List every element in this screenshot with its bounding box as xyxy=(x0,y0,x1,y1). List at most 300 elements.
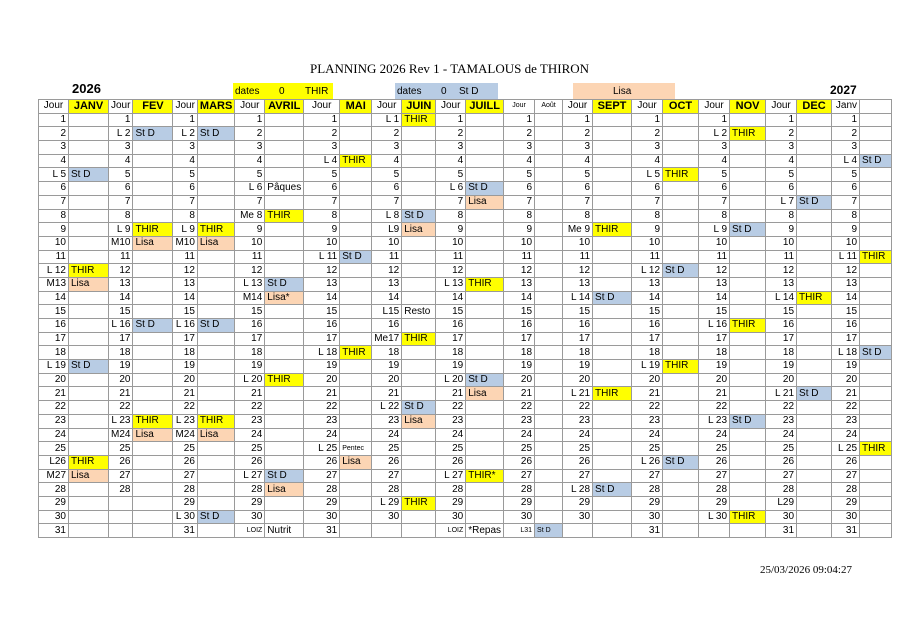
day-cell: L 21 xyxy=(563,387,593,401)
day-cell: 3 xyxy=(632,141,663,155)
event-cell: St D xyxy=(730,414,766,428)
day-cell: 14 xyxy=(173,291,197,305)
event-cell: St D xyxy=(593,291,632,305)
event-cell xyxy=(402,168,436,182)
event-cell xyxy=(663,236,699,250)
day-cell: L 23 xyxy=(109,414,133,428)
day-cell: L 16 xyxy=(173,319,197,333)
day-cell: 10 xyxy=(504,236,535,250)
day-cell: L 14 xyxy=(563,291,593,305)
day-cell: 17 xyxy=(699,332,730,346)
event-cell xyxy=(133,154,173,168)
event-cell xyxy=(402,141,436,155)
day-cell: 18 xyxy=(39,346,69,360)
event-cell: St D xyxy=(593,483,632,497)
day-cell: 27 xyxy=(563,469,593,483)
event-cell xyxy=(402,154,436,168)
event-cell xyxy=(797,401,832,415)
day-header: Jour xyxy=(699,100,730,114)
event-cell xyxy=(730,483,766,497)
day-cell xyxy=(372,524,402,538)
day-cell: 24 xyxy=(699,428,730,442)
event-cell xyxy=(860,455,892,469)
day-cell: 11 xyxy=(39,250,69,264)
day-cell: 17 xyxy=(235,332,265,346)
month-header: JANV xyxy=(69,100,109,114)
day-cell: 23 xyxy=(304,414,340,428)
event-cell xyxy=(340,414,372,428)
event-cell: THIR xyxy=(466,277,504,291)
event-cell xyxy=(340,428,372,442)
event-cell xyxy=(133,264,173,278)
event-cell xyxy=(860,127,892,141)
event-cell xyxy=(730,442,766,456)
day-cell: 17 xyxy=(39,332,69,346)
event-cell xyxy=(730,195,766,209)
legend-lisa xyxy=(573,83,675,100)
event-cell xyxy=(340,236,372,250)
day-cell: 8 xyxy=(832,209,860,223)
day-cell: 29 xyxy=(235,496,265,510)
event-cell xyxy=(466,154,504,168)
day-cell: 23 xyxy=(504,414,535,428)
event-cell xyxy=(860,524,892,538)
event-cell xyxy=(402,483,436,497)
event-cell xyxy=(402,346,436,360)
day-cell: 17 xyxy=(563,332,593,346)
day-cell: 12 xyxy=(504,264,535,278)
day-cell: 21 xyxy=(699,387,730,401)
event-cell xyxy=(797,127,832,141)
day-cell: 8 xyxy=(304,209,340,223)
day-cell: 16 xyxy=(235,319,265,333)
day-cell: L 27 xyxy=(436,469,466,483)
day-cell: 11 xyxy=(372,250,402,264)
day-cell: 22 xyxy=(563,401,593,415)
day-cell: 28 xyxy=(766,483,797,497)
day-cell: L 18 xyxy=(832,346,860,360)
day-cell: 3 xyxy=(109,141,133,155)
event-cell xyxy=(197,346,234,360)
day-cell: 22 xyxy=(632,401,663,415)
day-cell: 4 xyxy=(699,154,730,168)
day-cell: 3 xyxy=(504,141,535,155)
day-cell: L 2 xyxy=(109,127,133,141)
event-cell xyxy=(466,319,504,333)
event-cell xyxy=(69,319,109,333)
day-cell: 3 xyxy=(563,141,593,155)
day-cell: 20 xyxy=(563,373,593,387)
event-cell xyxy=(402,264,436,278)
event-cell xyxy=(535,469,563,483)
day-cell: 22 xyxy=(109,401,133,415)
page-title: PLANNING 2026 Rev 1 - TAMALOUS de THIRON xyxy=(309,61,590,76)
day-cell: 12 xyxy=(436,264,466,278)
event-cell xyxy=(340,496,372,510)
event-cell xyxy=(466,209,504,223)
day-cell: 30 xyxy=(372,510,402,524)
event-cell xyxy=(663,428,699,442)
day-cell: 8 xyxy=(766,209,797,223)
day-cell: 25 xyxy=(563,442,593,456)
day-cell: 29 xyxy=(563,496,593,510)
event-cell xyxy=(133,277,173,291)
month-header: Août xyxy=(535,100,563,114)
day-cell: 14 xyxy=(504,291,535,305)
header-row xyxy=(39,100,892,114)
day-cell: 12 xyxy=(372,264,402,278)
day-cell: L 16 xyxy=(109,319,133,333)
event-cell xyxy=(593,182,632,196)
event-cell xyxy=(340,524,372,538)
event-cell: St D xyxy=(340,250,372,264)
event-cell xyxy=(340,332,372,346)
event-cell xyxy=(797,510,832,524)
event-cell xyxy=(466,496,504,510)
day-cell: 9 xyxy=(766,223,797,237)
day-cell: 9 xyxy=(504,223,535,237)
day-cell: 15 xyxy=(304,305,340,319)
event-cell xyxy=(133,250,173,264)
day-cell: 19 xyxy=(235,360,265,374)
day-cell: 4 xyxy=(109,154,133,168)
day-cell: 6 xyxy=(699,182,730,196)
day-cell: L 9 xyxy=(109,223,133,237)
event-cell xyxy=(535,332,563,346)
event-cell xyxy=(730,277,766,291)
day-cell: L 11 xyxy=(304,250,340,264)
day-cell: 4 xyxy=(39,154,69,168)
event-cell xyxy=(340,209,372,223)
day-cell: M13 xyxy=(39,277,69,291)
day-cell: 28 xyxy=(632,483,663,497)
day-cell: 18 xyxy=(436,346,466,360)
event-cell xyxy=(860,510,892,524)
day-cell: 19 xyxy=(173,360,197,374)
event-cell xyxy=(69,127,109,141)
event-cell xyxy=(466,332,504,346)
event-cell: THIR xyxy=(730,319,766,333)
day-cell: 7 xyxy=(699,195,730,209)
event-cell xyxy=(197,291,234,305)
event-cell xyxy=(535,291,563,305)
event-cell xyxy=(797,455,832,469)
event-cell xyxy=(535,483,563,497)
event-cell: St D xyxy=(133,319,173,333)
day-cell: 14 xyxy=(39,291,69,305)
day-cell: 26 xyxy=(436,455,466,469)
event-cell xyxy=(593,524,632,538)
event-cell xyxy=(663,195,699,209)
day-cell: 6 xyxy=(632,182,663,196)
event-cell xyxy=(340,483,372,497)
event-cell: THIR xyxy=(663,168,699,182)
day-cell: 3 xyxy=(832,141,860,155)
day-cell: 10 xyxy=(304,236,340,250)
event-cell xyxy=(860,264,892,278)
day-cell: L 28 xyxy=(563,483,593,497)
day-cell: 23 xyxy=(766,414,797,428)
day-cell: 16 xyxy=(504,319,535,333)
legend-label: dates xyxy=(397,86,422,97)
event-cell xyxy=(535,209,563,223)
day-cell: 10 xyxy=(235,236,265,250)
day-cell: L 27 xyxy=(235,469,265,483)
event-cell xyxy=(197,442,234,456)
event-cell xyxy=(860,373,892,387)
event-cell xyxy=(535,414,563,428)
day-cell: L 9 xyxy=(173,223,197,237)
event-cell xyxy=(593,469,632,483)
event-cell: St D xyxy=(197,319,234,333)
event-cell xyxy=(133,168,173,182)
event-cell xyxy=(730,141,766,155)
event-cell: Lisa xyxy=(69,277,109,291)
day-cell: 29 xyxy=(436,496,466,510)
event-cell xyxy=(663,524,699,538)
event-cell xyxy=(133,209,173,223)
event-cell xyxy=(402,319,436,333)
day-cell: 8 xyxy=(173,209,197,223)
event-cell xyxy=(797,469,832,483)
event-cell xyxy=(133,195,173,209)
day-cell: 29 xyxy=(504,496,535,510)
day-cell: 30 xyxy=(832,510,860,524)
day-cell: 19 xyxy=(304,360,340,374)
event-cell xyxy=(535,373,563,387)
event-cell xyxy=(340,277,372,291)
day-cell: 21 xyxy=(632,387,663,401)
day-cell: L 13 xyxy=(436,277,466,291)
event-cell xyxy=(265,401,304,415)
day-cell: 15 xyxy=(563,305,593,319)
event-cell xyxy=(265,319,304,333)
day-cell: 10 xyxy=(563,236,593,250)
day-cell: Me 8 xyxy=(235,209,265,223)
day-cell: 18 xyxy=(563,346,593,360)
event-cell: St D xyxy=(663,264,699,278)
day-cell: 30 xyxy=(766,510,797,524)
day-cell: 2 xyxy=(766,127,797,141)
day-cell: 2 xyxy=(304,127,340,141)
event-cell xyxy=(402,469,436,483)
day-cell: 31 xyxy=(766,524,797,538)
day-cell: 15 xyxy=(235,305,265,319)
day-cell: 17 xyxy=(504,332,535,346)
event-cell xyxy=(860,209,892,223)
day-row xyxy=(39,305,892,319)
day-cell: 31 xyxy=(632,524,663,538)
day-cell: 23 xyxy=(39,414,69,428)
day-cell: 7 xyxy=(304,195,340,209)
event-cell: Lisa xyxy=(402,223,436,237)
event-cell xyxy=(402,373,436,387)
event-cell xyxy=(860,236,892,250)
day-cell: 23 xyxy=(372,414,402,428)
day-cell: 22 xyxy=(699,401,730,415)
day-cell: 31 xyxy=(304,524,340,538)
day-cell: L 5 xyxy=(632,168,663,182)
event-cell xyxy=(663,401,699,415)
day-cell: 2 xyxy=(504,127,535,141)
day-cell: 2 xyxy=(563,127,593,141)
day-cell: 17 xyxy=(436,332,466,346)
event-cell xyxy=(265,250,304,264)
event-cell: St D xyxy=(730,223,766,237)
day-cell: L 20 xyxy=(235,373,265,387)
day-cell: M10 xyxy=(109,236,133,250)
event-cell xyxy=(860,319,892,333)
month-header: OCT xyxy=(663,100,699,114)
day-cell: 14 xyxy=(699,291,730,305)
day-cell: 26 xyxy=(504,455,535,469)
day-cell: L26 xyxy=(39,455,69,469)
day-cell: 12 xyxy=(766,264,797,278)
event-cell xyxy=(663,277,699,291)
day-header: Jour xyxy=(563,100,593,114)
event-cell xyxy=(197,387,234,401)
event-cell xyxy=(466,264,504,278)
event-cell xyxy=(69,141,109,155)
event-cell xyxy=(663,496,699,510)
day-cell: 16 xyxy=(372,319,402,333)
day-cell: 11 xyxy=(436,250,466,264)
day-cell: 31 xyxy=(832,524,860,538)
day-cell: 25 xyxy=(173,442,197,456)
day-cell: 28 xyxy=(173,483,197,497)
event-cell xyxy=(133,332,173,346)
event-cell xyxy=(340,127,372,141)
day-cell: 17 xyxy=(173,332,197,346)
event-cell xyxy=(535,360,563,374)
event-cell xyxy=(265,223,304,237)
month-header xyxy=(860,100,892,114)
event-cell xyxy=(663,414,699,428)
event-cell: Lisa xyxy=(133,236,173,250)
event-cell xyxy=(860,291,892,305)
event-cell xyxy=(466,442,504,456)
day-cell: 13 xyxy=(372,277,402,291)
event-cell xyxy=(730,291,766,305)
day-cell: 26 xyxy=(766,455,797,469)
day-cell: 4 xyxy=(504,154,535,168)
day-cell: 29 xyxy=(832,496,860,510)
event-cell: St D xyxy=(797,387,832,401)
day-cell: 5 xyxy=(372,168,402,182)
day-cell: 1 xyxy=(109,113,133,127)
event-cell xyxy=(133,141,173,155)
event-cell xyxy=(860,332,892,346)
day-cell: 24 xyxy=(563,428,593,442)
day-cell: 25 xyxy=(632,442,663,456)
event-cell: St D xyxy=(663,455,699,469)
month-header: NOV xyxy=(730,100,766,114)
day-cell: 11 xyxy=(504,250,535,264)
day-cell: 28 xyxy=(372,483,402,497)
day-cell: 27 xyxy=(632,469,663,483)
day-row xyxy=(39,319,892,333)
day-cell: 2 xyxy=(832,127,860,141)
event-cell: Lisa xyxy=(466,387,504,401)
legend-value: 0 xyxy=(279,86,285,97)
day-cell: 11 xyxy=(235,250,265,264)
day-cell: 1 xyxy=(39,113,69,127)
day-cell: 18 xyxy=(699,346,730,360)
day-cell: 3 xyxy=(235,141,265,155)
day-cell: 25 xyxy=(699,442,730,456)
event-cell xyxy=(265,510,304,524)
day-cell: 1 xyxy=(436,113,466,127)
event-cell xyxy=(466,223,504,237)
event-cell xyxy=(860,496,892,510)
day-cell: L 22 xyxy=(372,401,402,415)
event-cell: Lisa xyxy=(197,236,234,250)
event-cell xyxy=(663,469,699,483)
event-cell xyxy=(197,113,234,127)
event-cell: St D xyxy=(197,127,234,141)
event-cell xyxy=(133,510,173,524)
day-cell: 2 xyxy=(436,127,466,141)
event-cell: THIR xyxy=(402,332,436,346)
event-cell xyxy=(593,113,632,127)
legend-label: dates xyxy=(235,86,260,97)
event-cell: THIR xyxy=(69,264,109,278)
day-row xyxy=(39,209,892,223)
event-cell xyxy=(730,373,766,387)
event-cell xyxy=(265,346,304,360)
day-row xyxy=(39,141,892,155)
day-cell: 27 xyxy=(766,469,797,483)
event-cell xyxy=(466,127,504,141)
day-cell: 21 xyxy=(372,387,402,401)
event-cell xyxy=(402,360,436,374)
day-cell: 15 xyxy=(173,305,197,319)
day-cell: 10 xyxy=(39,236,69,250)
day-row xyxy=(39,442,892,456)
day-cell: L 19 xyxy=(632,360,663,374)
day-cell: 23 xyxy=(632,414,663,428)
event-cell xyxy=(466,291,504,305)
day-cell: L 20 xyxy=(436,373,466,387)
event-cell xyxy=(663,305,699,319)
day-cell: 15 xyxy=(436,305,466,319)
event-cell xyxy=(340,469,372,483)
day-cell: L 7 xyxy=(766,195,797,209)
event-cell xyxy=(860,401,892,415)
event-cell: THIR xyxy=(265,209,304,223)
day-row xyxy=(39,401,892,415)
day-cell: L 1 xyxy=(372,113,402,127)
day-cell: M27 xyxy=(39,469,69,483)
day-cell: 25 xyxy=(39,442,69,456)
event-cell xyxy=(402,510,436,524)
day-cell: 24 xyxy=(39,428,69,442)
day-header: Jour xyxy=(436,100,466,114)
event-cell xyxy=(69,236,109,250)
day-cell: 15 xyxy=(632,305,663,319)
day-cell: 21 xyxy=(109,387,133,401)
day-cell: 17 xyxy=(766,332,797,346)
event-cell: THIR xyxy=(797,291,832,305)
day-cell: 7 xyxy=(109,195,133,209)
event-cell xyxy=(730,469,766,483)
event-cell xyxy=(402,195,436,209)
day-cell: 16 xyxy=(304,319,340,333)
event-cell xyxy=(69,414,109,428)
event-cell: Lisa* xyxy=(265,291,304,305)
event-cell: St D xyxy=(797,195,832,209)
day-cell: 21 xyxy=(436,387,466,401)
